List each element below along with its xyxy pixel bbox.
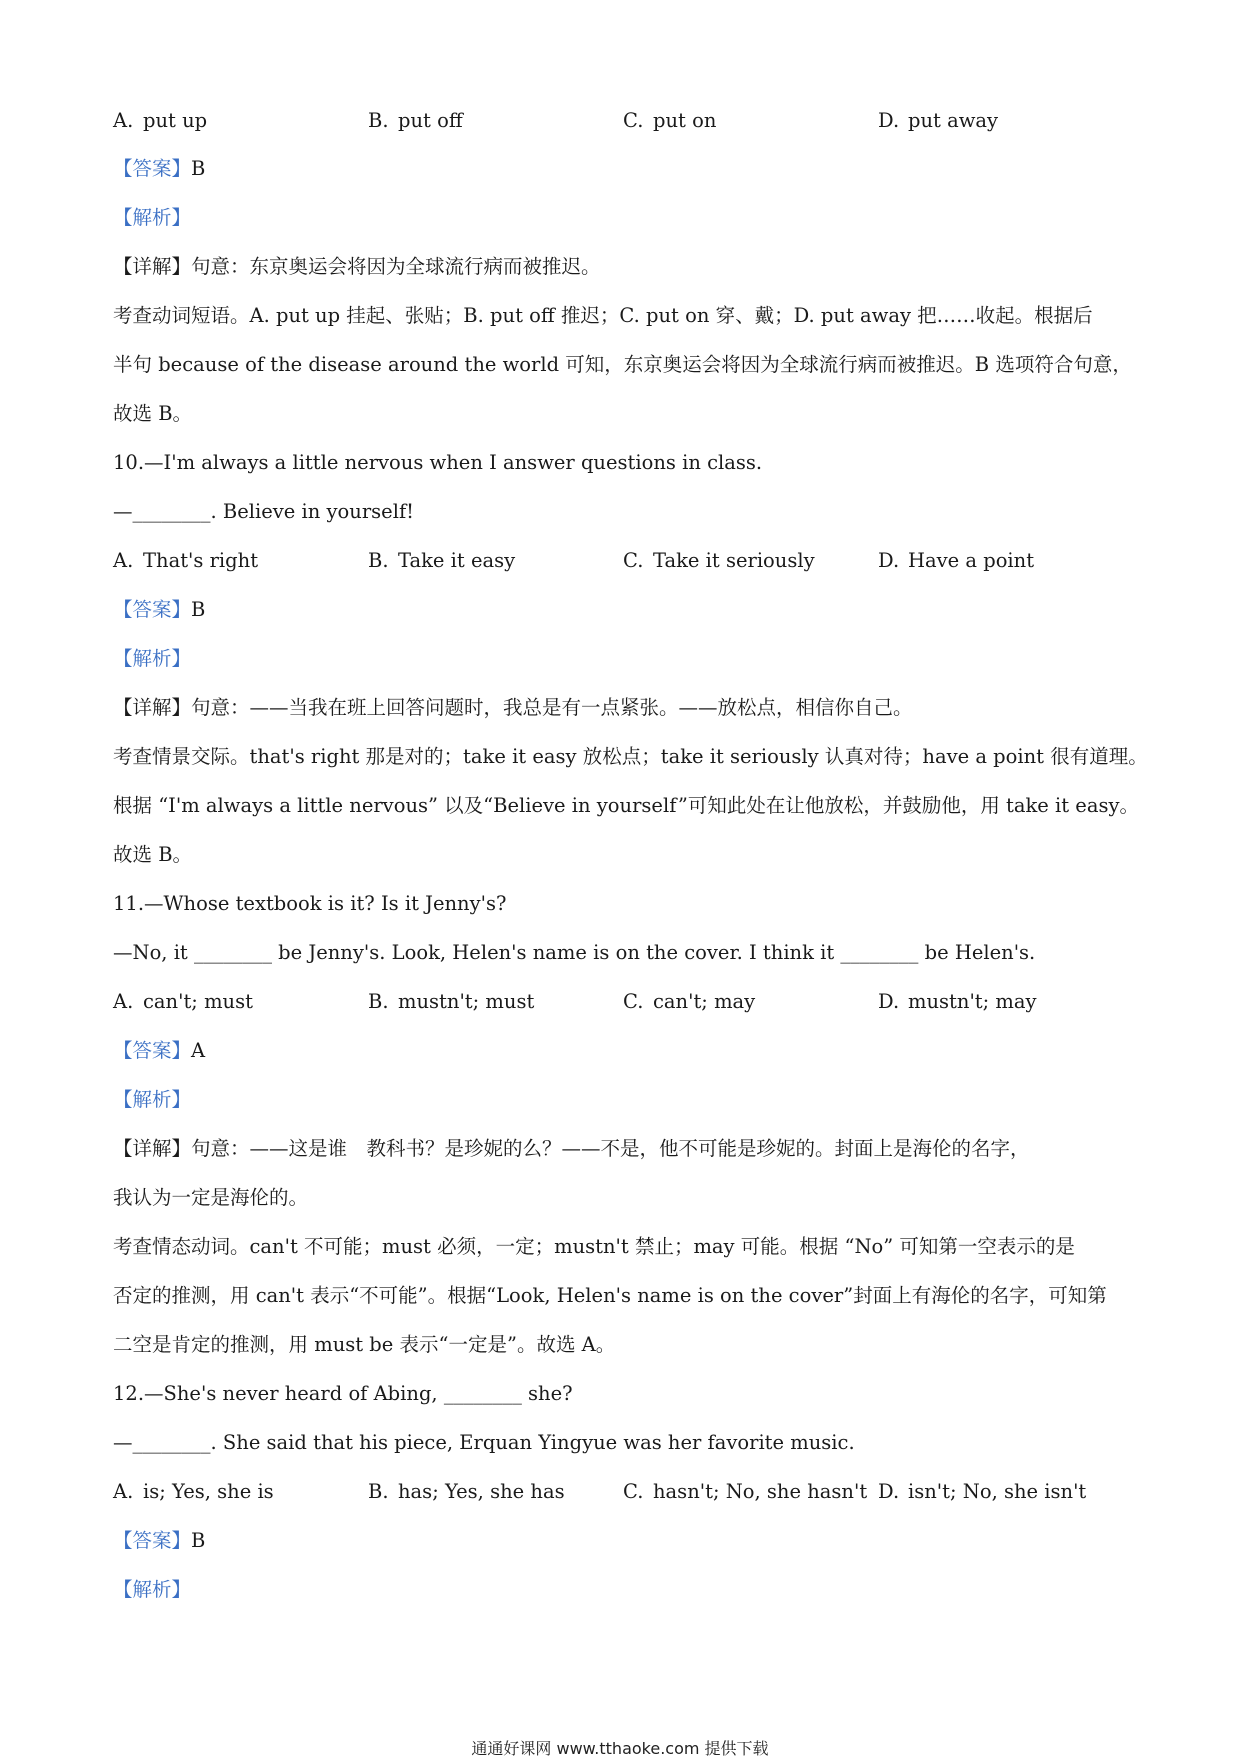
q9-option-a: A. put up [113,109,208,132]
q10-detail: 【详解】句意：——当我在班上回答问题时，我总是有一点紧张。——放松点，相信你自己。 [113,696,913,719]
q10-option-c: C. Take it seriously [623,549,815,572]
q10-explain-2: 根据 “I'm always a little nervous” 以及“Believe in yourself”可知此处在让他放松，并鼓励他，用 take it easy。 [113,794,1139,817]
q11-stem-1: 11.—Whose textbook is it? Is it Jenny's? [113,892,507,915]
q9-answer: 【答案】B [113,157,206,180]
page-footer: 通通好课网 www.tthaoke.com 提供下载 [471,1739,769,1758]
q10-explain-3: 故选 B。 [113,843,193,866]
q12-stem-1: 12.—She's never heard of Abing, ________ she? [113,1382,573,1405]
q12-answer: 【答案】B [113,1529,206,1552]
q12-option-b: B. has; Yes, she has [368,1480,565,1503]
q12-analysis-label: 【解析】 [113,1578,192,1601]
q11-option-a: A. can't; must [113,990,253,1013]
q11-answer: 【答案】A [113,1039,206,1062]
q10-explain-1: 考查情景交际。that's right 那是对的；take it easy 放松点；take it seriously 认真对待；have a point 很有道理。 [113,745,1148,768]
q11-option-c: C. can't; may [623,990,756,1013]
q10-option-a: A. That's right [113,549,259,572]
q12-option-d: D. isn't; No, she isn't [878,1480,1087,1503]
q9-option-c: C. put on [623,109,717,132]
q11-option-d: D. mustn't; may [878,990,1037,1013]
q10-stem-2: —________. Believe in yourself! [113,500,415,523]
q11-stem-2: —No, it ________ be Jenny's. Look, Helen's name is on the cover. I think it ________ be Helen's. [113,941,1036,964]
q10-answer: 【答案】B [113,598,206,621]
q9-detail: 【详解】句意：东京奥运会将因为全球流行病而被推迟。 [113,255,601,278]
q9-option-d: D. put away [878,109,999,132]
q10-option-b: B. Take it easy [368,549,516,572]
q12-option-c: C. hasn't; No, she hasn't [623,1480,868,1503]
q11-explain-2: 否定的推测，用 can't 表示“不可能”。根据“Look, Helen's name is on the cover”封面上有海伦的名字，可知第 [113,1284,1107,1307]
q11-detail-1: 【详解】句意：——这是谁 教科书？是珍妮的么？——不是，他不可能是珍妮的。封面上是海伦的名字， [113,1137,1030,1160]
q10-analysis-label: 【解析】 [113,647,192,670]
q11-explain-1: 考查情态动词。can't 不可能；must 必须，一定；mustn't 禁止；may 可能。根据 “No” 可知第一空表示的是 [113,1235,1075,1258]
q9-option-b: B. put off [368,109,463,132]
q12-stem-2: —________. She said that his piece, Erquan Yingyue was her favorite music. [113,1431,855,1454]
q10-option-d: D. Have a point [878,549,1035,572]
q11-explain-3: 二空是肯定的推测，用 must be 表示“一定是”。故选 A。 [113,1333,616,1356]
q9-explain-1: 考查动词短语。A. put up 挂起、张贴；B. put off 推迟；C. put on 穿、戴；D. put away 把……收起。根据后 [113,304,1093,327]
q11-detail-2: 我认为一定是海伦的。 [113,1186,309,1209]
q10-stem-1: 10.—I'm always a little nervous when I answer questions in class. [113,451,763,474]
q12-option-a: A. is; Yes, she is [113,1480,274,1503]
q9-explain-3: 故选 B。 [113,402,193,425]
q11-option-b: B. mustn't; must [368,990,535,1013]
q9-analysis-label: 【解析】 [113,206,192,229]
q11-analysis-label: 【解析】 [113,1088,192,1111]
q9-explain-2: 半句 because of the disease around the world 可知，东京奥运会将因为全球流行病而被推迟。B 选项符合句意， [113,353,1132,376]
